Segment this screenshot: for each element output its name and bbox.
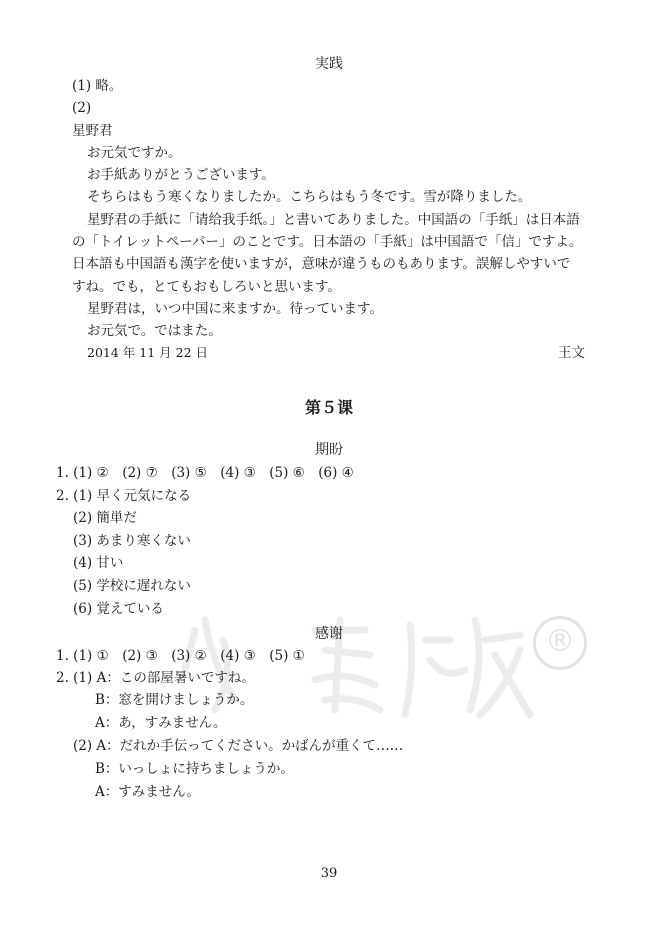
gratitude-heading: 感谢	[315, 626, 343, 642]
expectation-heading: 期盼	[315, 442, 343, 458]
letter-line: の「トイレットペーパー」のことです。日本語の「手紙」は中国語で「信」ですよ。	[72, 234, 583, 250]
letter-line: 日本語も中国語も漢字を使いますが，意味が違うものもあります。誤解しやすいで	[72, 256, 571, 272]
dialogue-line: B：窓を開けましょうか。	[95, 692, 254, 708]
dialogue-line: 2. (1) A：この部屋暑いですね。	[56, 670, 255, 686]
letter-line: お元気で。ではまた。	[87, 323, 222, 339]
dialogue-line: A：あ，すみません。	[95, 715, 227, 731]
page-number: 39	[320, 866, 338, 881]
watermark-logo	[175, 600, 595, 730]
dialogue-line: (2) A：だれか手伝ってください。かばんが重くて……	[73, 738, 404, 754]
letter-line: 星野君の手紙に「请给我手纸。」と書いてありました。中国語の「手纸」は日本語	[87, 212, 580, 228]
letter-line: お元気ですか。	[87, 145, 182, 161]
expectation-q2-item: (4) 甘い	[73, 555, 124, 571]
lesson-title: 第５课	[304, 398, 353, 417]
dialogue-line: B：いっしょに持ちましょうか。	[95, 761, 294, 777]
expectation-q2-item: (2) 簡単だ	[73, 510, 137, 526]
letter-date: 2014 年 11 月 22 日	[87, 345, 208, 360]
practice-item-2: (2)	[72, 100, 92, 116]
dialogue-line: A：すみません。	[95, 784, 201, 800]
expectation-q2-item: 2. (1) 早く元気になる	[56, 488, 192, 504]
expectation-q2-item: (6) 覚えている	[73, 601, 164, 617]
expectation-q1: 1. (1) ② (2) ⑦ (3) ⑤ (4) ③ (5) ⑥ (6) ④	[56, 465, 354, 481]
letter-line: そちらはもう寒くなりましたか。こちらはもう冬です。雪が降りました。	[87, 189, 532, 205]
registered-mark: ®	[533, 616, 587, 670]
letter-line: すね。でも，とてもおもしろいと思います。	[72, 279, 341, 295]
expectation-q2-item: (5) 学校に遅れない	[73, 578, 191, 594]
letter-line: お手紙ありがとうございます。	[87, 167, 275, 183]
practice-item-1: (1) 略。	[72, 78, 123, 94]
letter-line: 星野君は，いつ中国に来ますか。待っています。	[87, 301, 383, 317]
letter-salutation: 星野君	[72, 123, 113, 139]
practice-heading: 実践	[315, 56, 343, 72]
expectation-q2-item: (3) あまり寒くない	[73, 533, 191, 549]
gratitude-q1: 1. (1) ① (2) ③ (3) ② (4) ③ (5) ①	[56, 648, 305, 664]
letter-signature: 王文	[558, 345, 585, 361]
